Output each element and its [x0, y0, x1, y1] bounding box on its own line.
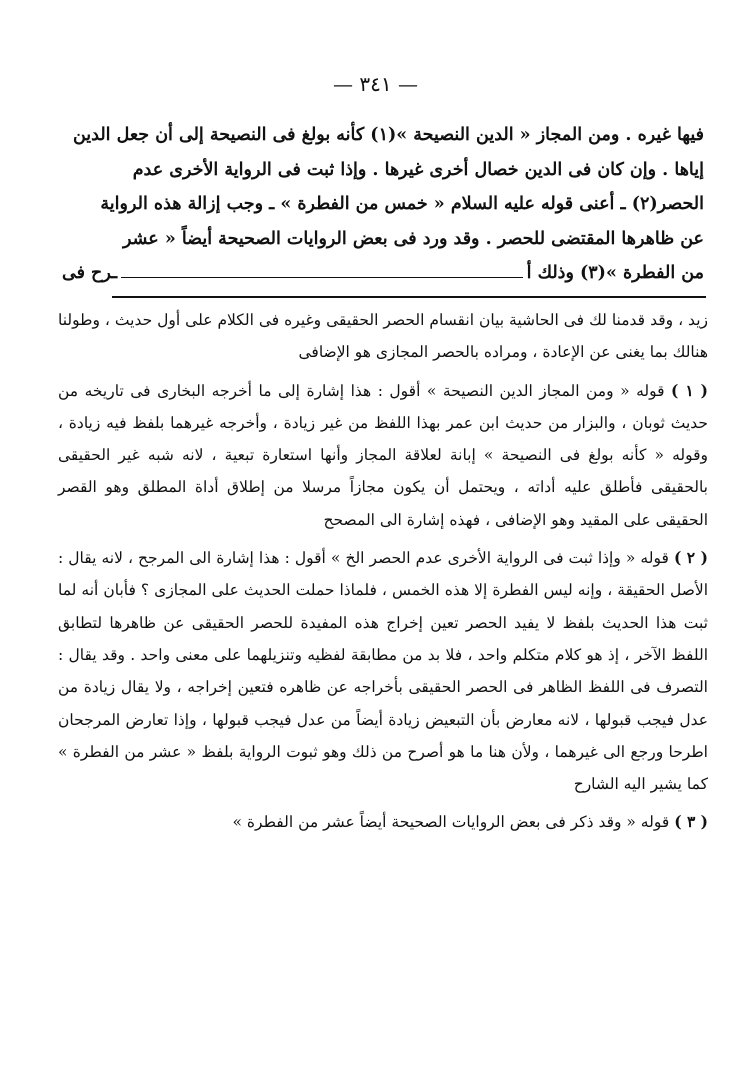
main-text-line: فيها غيره . ومن المجاز « الدين النصيحة »(١) كأنه بولغ فى النصيحة إلى أن جعل الدين [72, 125, 704, 145]
main-text [62, 118, 704, 291]
footnote-continuation: زيد ، وقد قدمنا لك فى الحاشية بيان انقسام الحصر الحقيقى وغيره فى الكلام على أول حديث ، وطولنا هنالك بما يغنى عن الإعادة ، ومراده بالحصر المجازى هو الإضافى [58, 311, 708, 362]
main-text-last-line-start: من الفطرة »(٣) وذلك أ [526, 263, 704, 284]
main-text-line: الحصر(٢) ـ أعنى قوله عليه السلام « خمس من الفطرة » ـ وجب إزالة هذه الرواية [100, 194, 704, 215]
footnote-text: قوله « وقد ذكر فى بعض الروايات الصحيحة أيضاً عشر من الفطرة » [232, 813, 670, 832]
footnote-1 [58, 375, 708, 536]
footnote-text: قوله « وإذا ثبت فى الرواية الأخرى عدم الحصر الخ » أقول : هذا إشارة الى المرجح ، لانه يقال : الأصل الحقيقة ، وإنه ليس الفطرة إلا هذه الخمس ، فلماذا حملت الحديث على المجازى ؟ فأبان أنه لما ثبت هذا الحديث بلفظ لا يفيد الحصر تعين إخراج هذه المفيدة للحصر الحقيقى عن ظاهرها لتطابق اللفظ الآخر ، إذ هو كلام متكلم واحد ، فلا بد من مطابقة لفظيه وتنزيلهما على معنى واحد . وقد يقال : التصرف فى اللفظ الظاهر فى الحصر الحقيقى بأخراجه عن ظاهره فتعين إخراجه ، ولا يقال زيادة من عدل فيجب قبولها ، لانه معارض بأن التبعيض زيادة أيضاً من عدل فيجب قبولها ، وإذا تعارض المرجحان اطرحا ورجع الى غيرهما ، ولأن هنا ما هو أصرح من ذلك وهو ثبوت الرواية بلفظ « عشر من الفطرة » كما يشير اليه الشارح [58, 549, 708, 794]
footnote-separator [112, 296, 706, 298]
main-text-line: إياها . وإن كان فى الدين خصال أخرى غيرها . وإذا ثبت فى الرواية الأخرى عدم [132, 159, 704, 180]
footnotes [58, 304, 708, 845]
main-text-last-line-end: ـرح فى [62, 263, 118, 284]
footnote-2 [58, 542, 708, 800]
main-text-last-line [62, 256, 704, 291]
footnote-text: قوله « ومن المجاز الدين النصيحة » أقول : هذا إشارة إلى ما أخرجه البخارى فى تاريخه من حديث ثوبان ، والبزار من حديث ابن عمر بهذا اللفظ من غير زيادة ، وأخرجه غيرهما بلفظ فيه زيادة ، وقوله « كأنه بولغ فى النصيحة » إبانة لعلاقة المجاز وأنها استعارة تبعية ، لانه شبه غير الحقيقى بالحقيقى فأطلق عليه أداته ، ويحتمل أن يكون مجازاً مرسلا من إطلاق أداة المطلق وهو القصر الحقيقى على المقيد وهو الإضافى ، فهذه إشارة الى المصحح [58, 381, 708, 529]
footnote-3 [58, 806, 708, 838]
footnote-number: ( ٣ ) [674, 812, 708, 832]
footnote-number: ( ٢ ) [673, 548, 708, 568]
elongation-rule [121, 277, 522, 278]
page-number: — ٣٤١ — [333, 72, 418, 96]
main-text-line: عن ظاهرها المقتضى للحصر . وقد ورد فى بعض الروايات الصحيحة أيضاً « عشر [123, 228, 704, 249]
footnote-number: ( ١ ) [671, 380, 708, 400]
